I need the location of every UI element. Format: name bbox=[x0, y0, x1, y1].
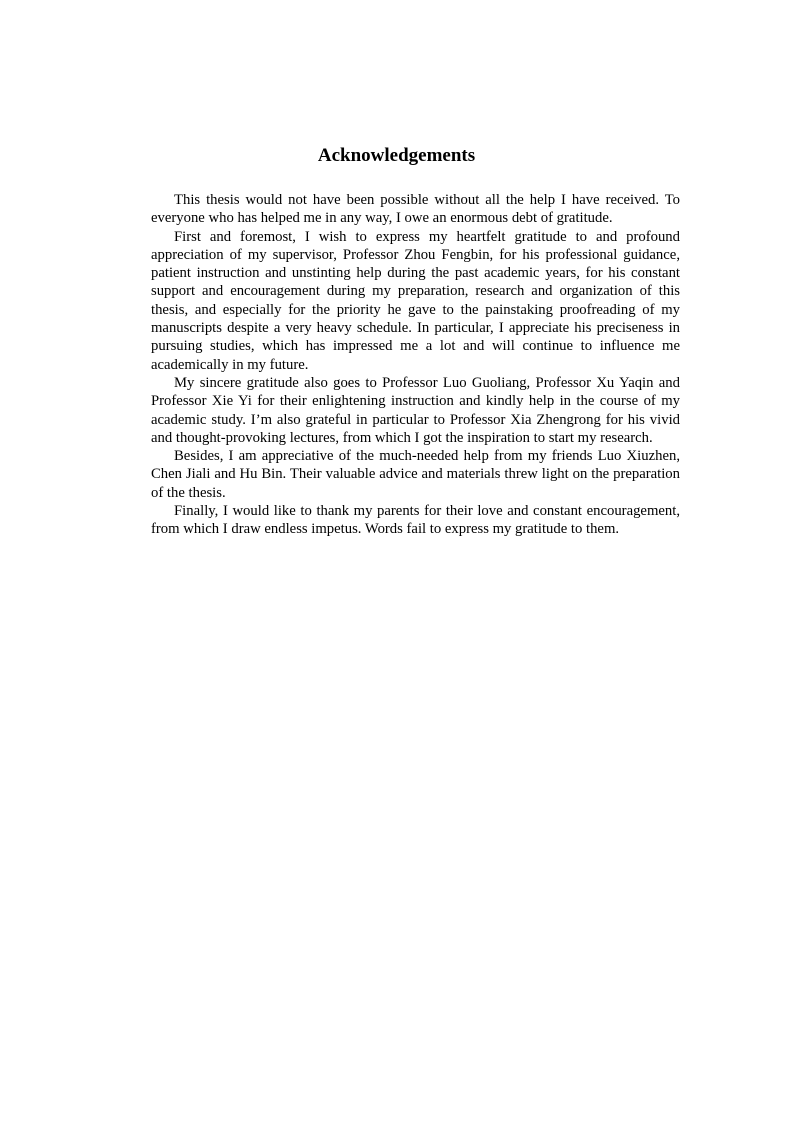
paragraph-intro: This thesis would not have been possible without all the help I have received. To everyone who has helped me in any way, I owe an enormous debt of gratitude. bbox=[151, 192, 680, 227]
paragraph-supervisor: First and foremost, I wish to express my heartfelt gratitude to and profound appreciation of my supervisor, Professor Zhou Fengbin, for his professional guidance, patient instruction and unstinting help during the past academic years, for his constant support and encouragement during my preparation, research and organization of this thesis, and especially for the priority he gave to the painstaking proofreading of my manuscripts despite a very heavy schedule. In particular, I appreciate his preciseness in pursuing studies, which has impressed me a lot and will continue to influence me academically in my future. bbox=[151, 228, 680, 373]
paragraph-parents: Finally, I would like to thank my parents for their love and constant encouragement, from which I draw endless impetus. Words fail to express my gratitude to them. bbox=[151, 503, 680, 538]
acknowledgements-body bbox=[151, 191, 680, 539]
paragraph-professors: My sincere gratitude also goes to Professor Luo Guoliang, Professor Xu Yaqin and Professor Xie Yi for their enlightening instruction and kindly help in the course of my academic study. I’m also grateful in particular to Professor Xia Zhengrong for his vivid and thought-provoking lectures, from which I got the inspiration to start my research. bbox=[151, 374, 680, 446]
paragraph-friends: Besides, I am appreciative of the much-needed help from my friends Luo Xiuzhen, Chen Jiali and Hu Bin. Their valuable advice and materials threw light on the preparation of the thesis. bbox=[151, 448, 680, 501]
page-title: Acknowledgements bbox=[317, 145, 476, 166]
